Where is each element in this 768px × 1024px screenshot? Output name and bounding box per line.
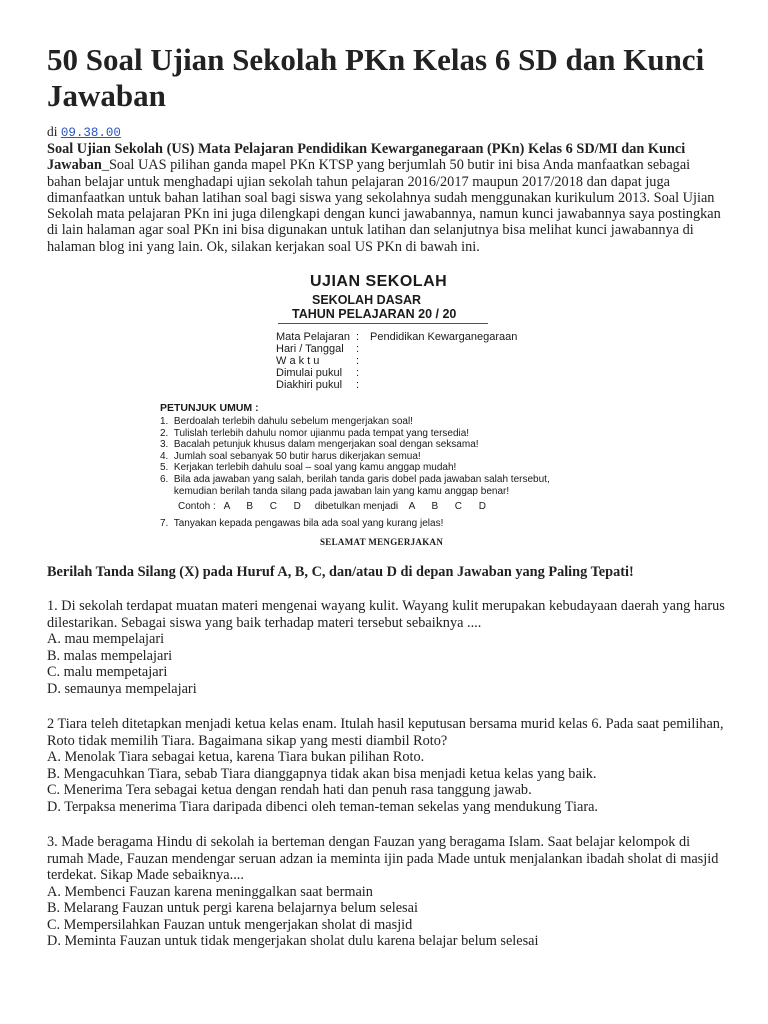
exam-header-image: UJIAN SEKOLAH SEKOLAH DASAR TAHUN PELAJARAN 20 / 20 Mata Pelajaran : Pendidikan Kewarganegaraan Hari / Tanggal : W a k t u : Dimulai pukul : Diakhiri pukul : PETUNJUK UMUM : 1. Berdoalah terlebih dahulu sebelum mengerjakan soal! 2. Tulislah terlebih dahulu nomor ujianmu pada tempat yang tersedia! 3. Bacalah petunjuk khusus dalam mengerjakan soal dengan seksama! 4. Jumlah soal sebanyak 50 butir harus dikerjakan semua! 5. Kerjakan terlebih dahulu soal – soal yang kamu anggap mudah! 6. Bila ada jawaban yang salah, berilah tanda garis dobel pada jawaban salah tersebut, kemudian berilah tanda silang pada jawaban lain yang kamu anggap benar! Contoh : A B C D dibetulkan menjadi A B C D 7. Tanyakan kepada pengawas bila ada soal yang kurang jelas! SELAMAT MENGERJAKAN bbox=[160, 273, 550, 547]
field-label: Hari / Tanggal bbox=[276, 343, 344, 355]
option-b: B. malas mempelajari bbox=[47, 647, 173, 664]
exam-school: SEKOLAH DASAR bbox=[312, 293, 422, 307]
intro-text: _Soal UAS pilihan ganda mapel PKn KTSP yang berjumlah 50 butir ini bisa Anda manfaatkan sebagai bahan belajar untuk menghadapi ujian sekolah tahun pelajaran 2016/2017 maupun 2017/2018 dan dapat juga dimanfaatkan untuk bahan latihan soal bagi siswa yang sekolahnya sudah menggunakan kurikulum 2013. Soal Ujian Sekolah mata pelajaran PKn ini juga dilengkapi dengan kunci jawabannya, namun kunci jawabannya saya postingkan di lain halaman agar soal PKn ini bisa digunakan untuk latihan dan selanjutnya bisa melihat kunci jawabannya di halaman blog ini yang lain. Ok, silakan kerjakan soal US PKn di bawah ini. bbox=[47, 157, 721, 255]
instruction-item: 5. Kerjakan terlebih dahulu soal – soal yang kamu anggap mudah! bbox=[160, 462, 457, 474]
option-d: D. Terpaksa menerima Tiara daripada dibenci oleh teman-teman sekelas yang mendukung Tiara. bbox=[47, 798, 598, 815]
intro-bold: Soal Ujian Sekolah (US) Mata Pelajaran Pendidikan Kewarganegaraan (PKn) Kelas 6 SD/MI dan Kunci Jawaban bbox=[47, 141, 686, 174]
option-a: A. Menolak Tiara sebagai ketua, karena Tiara bukan pilihan Roto. bbox=[47, 749, 425, 765]
instruction-item: 6. Bila ada jawaban yang salah, berilah tanda garis dobel pada jawaban salah tersebut, bbox=[160, 473, 550, 485]
closing-text: SELAMAT MENGERJAKAN bbox=[320, 537, 444, 547]
option-b: B. Mengacuhkan Tiara, sebab Tiara dianggapnya tidak akan bisa menjadi ketua kelas yang baik. bbox=[47, 765, 597, 782]
instruction-item: 1. Berdoalah terlebih dahulu sebelum mengerjakan soal! bbox=[160, 416, 413, 427]
instruction-item: 2. Tulislah terlebih dahulu nomor ujianmu pada tempat yang tersedia! bbox=[160, 427, 470, 439]
article-intro bbox=[47, 141, 727, 255]
instruction-list bbox=[160, 416, 550, 497]
instruction-item: 3. Bacalah petunjuk khusus dalam mengerjakan soal dengan seksama! bbox=[160, 439, 479, 451]
question-2 bbox=[47, 716, 727, 815]
instruction-item: 7. Tanyakan kepada pengawas bila ada soal yang kurang jelas! bbox=[160, 518, 444, 529]
answer-instruction: Berilah Tanda Silang (X) pada Huruf A, B, C, dan/atau D di depan Jawaban yang Paling Tepati! bbox=[47, 564, 634, 580]
post-time-link[interactable]: 09.38.00 bbox=[60, 126, 121, 140]
option-a: A. mau mempelajari bbox=[47, 631, 165, 647]
post-meta bbox=[47, 123, 121, 142]
option-c: C. malu mempetajari bbox=[47, 664, 168, 680]
meta-prefix: di bbox=[47, 124, 58, 139]
exam-divider bbox=[278, 323, 488, 324]
field-label: W a k t u bbox=[276, 355, 320, 367]
example-line: Contoh : A B C D dibetulkan menjadi A B C D bbox=[178, 501, 486, 512]
option-b: B. Melarang Fauzan untuk pergi karena belajarnya belum selesai bbox=[47, 900, 418, 916]
option-d: D. semaunya mempelajari bbox=[47, 680, 197, 697]
field-label: Dimulai pukul bbox=[276, 367, 343, 379]
article-title: 50 Soal Ujian Sekolah PKn Kelas 6 SD dan Kunci Jawaban bbox=[47, 42, 705, 113]
option-a: A. Membenci Fauzan karena meninggalkan saat bermain bbox=[47, 883, 373, 900]
question-text: 2 Tiara teleh ditetapkan menjadi ketua kelas enam. Itulah hasil keputusan bersama murid kelas 6. Pada saat pemilihan, Roto tidak memilih Tiara. Bagaimana sikap yang mesti diambil Roto? bbox=[47, 716, 724, 749]
question-text: 3. Made beragama Hindu di sekolah ia berteman dengan Fauzan yang beragama Islam. Saat belajar kelompok di rumah Made, Fauzan mendengar seruan adzan ia meminta ijin pada Made untuk menjalankan ibadah sholat di masjid terdekat. Sikap Made sebaiknya.... bbox=[47, 834, 719, 883]
instruction-item: 4. Jumlah soal sebanyak 50 butir harus dikerjakan semua! bbox=[160, 450, 421, 462]
field-value: Pendidikan Kewarganegaraan bbox=[370, 331, 518, 343]
field-label: Diakhiri pukul bbox=[276, 379, 343, 391]
option-d: D. Meminta Fauzan untuk tidak mengerjakan sholat dulu karena belajar belum selesai bbox=[47, 933, 539, 949]
exam-title: UJIAN SEKOLAH bbox=[310, 273, 448, 290]
question-text: 1. Di sekolah terdapat muatan materi mengenai wayang kulit. Wayang kulit merupakan kebudayaan daerah yang harus dilestarikan. Sebagai siswa yang baik terhadap materi tersebut sebaiknya .... bbox=[47, 598, 725, 631]
petunjuk-title: PETUNJUK UMUM : bbox=[160, 402, 259, 414]
question-1 bbox=[47, 598, 727, 697]
option-c: C. Mempersilahkan Fauzan untuk mengerjakan sholat di masjid bbox=[47, 916, 413, 933]
instruction-item: kemudian berilah tanda silang pada jawaban lain yang kamu anggap benar! bbox=[160, 485, 510, 497]
option-c: C. Menerima Tera sebagai ketua dengan rendah hati dan penuh rasa tanggung jawab. bbox=[47, 782, 532, 798]
field-label: Mata Pelajaran bbox=[276, 331, 350, 343]
question-3 bbox=[47, 834, 727, 950]
exam-year: TAHUN PELAJARAN 20 / 20 bbox=[292, 307, 457, 321]
